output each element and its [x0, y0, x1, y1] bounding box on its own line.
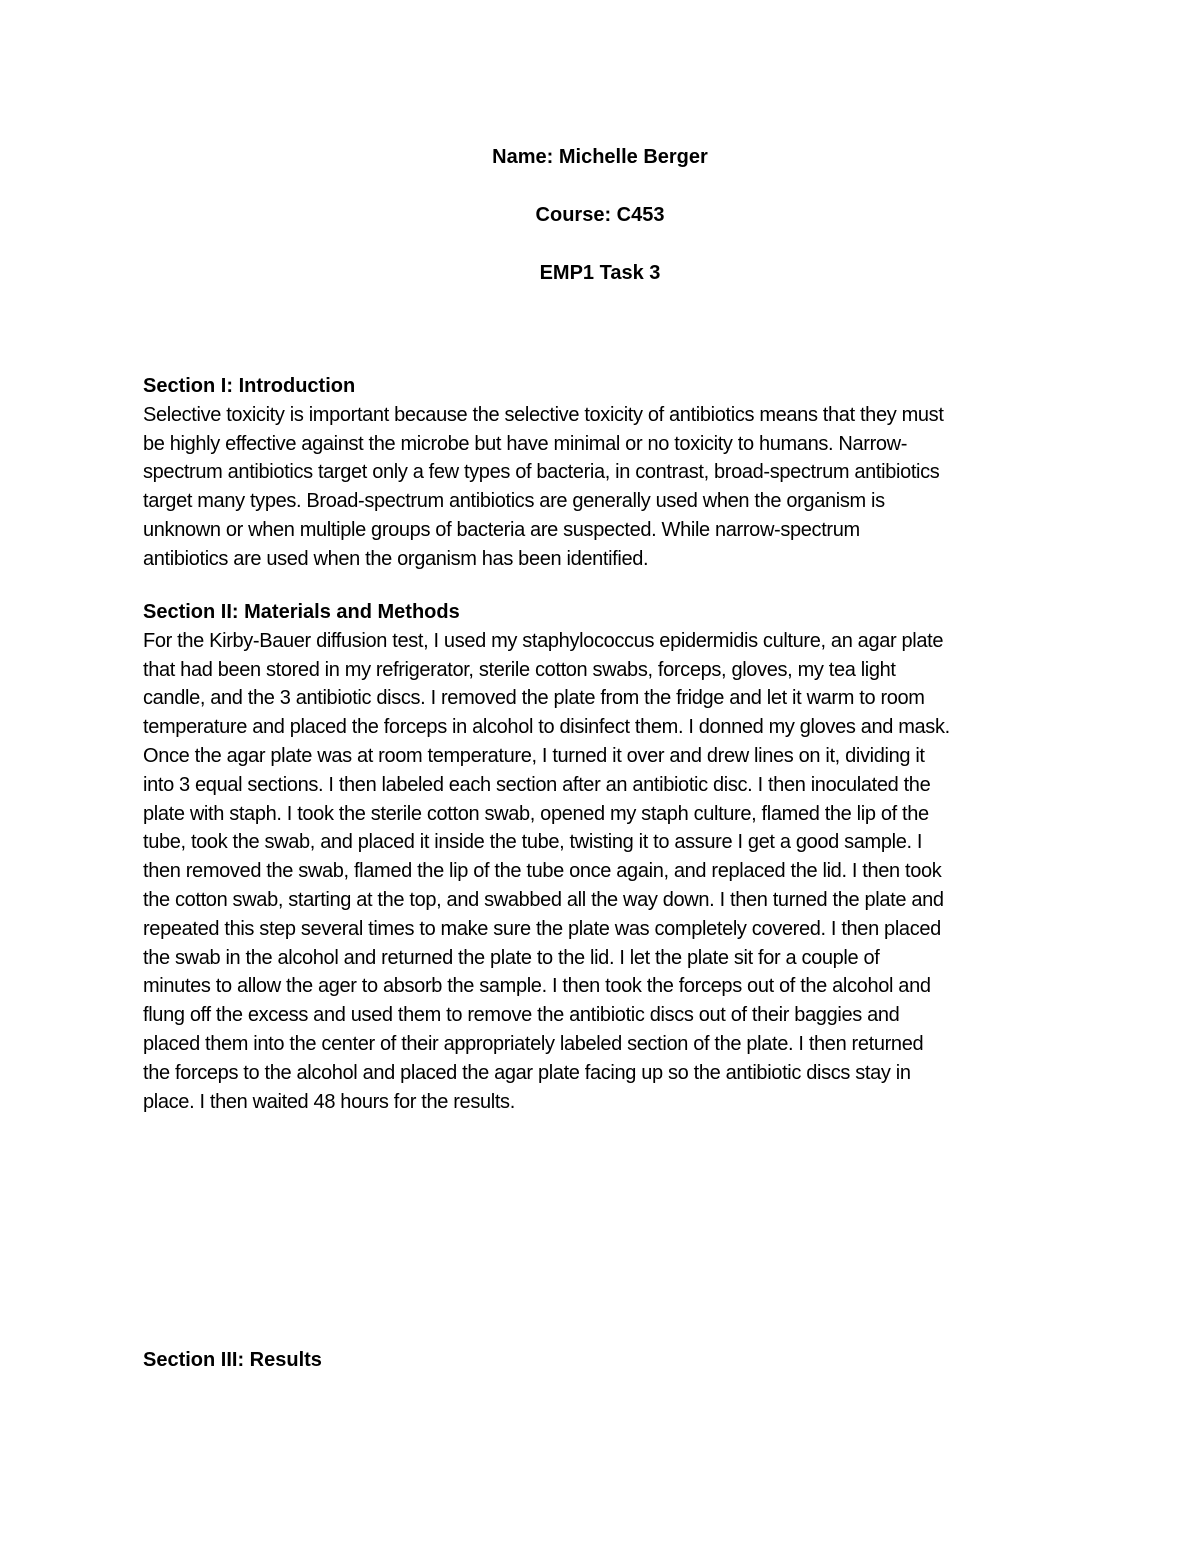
- text-line: that had been stored in my refrigerator, sterile cotton swabs, forceps, gloves, my tea light: [143, 658, 896, 681]
- text-line: the swab in the alcohol and returned the plate to the lid. I let the plate sit for a couple of: [143, 946, 880, 969]
- text-line: flung off the excess and used them to remove the antibiotic discs out of their baggies and: [143, 1004, 900, 1027]
- section-heading: Section I: Introduction: [143, 375, 356, 397]
- text-line: unknown or when multiple groups of bacteria are suspected. While narrow-spectrum: [143, 518, 860, 541]
- text-line: the forceps to the alcohol and placed the agar plate facing up so the antibiotic discs stay in: [143, 1061, 911, 1084]
- section-heading: Section II: Materials and Methods: [143, 601, 460, 623]
- text-line: repeated this step several times to make sure the plate was completely covered. I then placed: [143, 917, 941, 940]
- text-line: into 3 equal sections. I then labeled each section after an antibiotic disc. I then inoculated the: [143, 773, 931, 796]
- text-line: antibiotics are used when the organism has been identified.: [143, 547, 649, 570]
- text-line: the cotton swab, starting at the top, and swabbed all the way down. I then turned the plate and: [143, 888, 944, 911]
- text-line: For the Kirby-Bauer diffusion test, I used my staphylococcus epidermidis culture, an agar plate: [143, 629, 944, 652]
- text-line: then removed the swab, flamed the lip of the tube once again, and replaced the lid. I then took: [143, 860, 942, 883]
- task-title: EMP1 Task 3: [539, 262, 661, 284]
- text-line: minutes to allow the ager to absorb the sample. I then took the forceps out of the alcohol and: [143, 975, 931, 998]
- student-name: Name: Michelle Berger: [492, 146, 708, 168]
- text-line: temperature and placed the forceps in alcohol to disinfect them. I donned my gloves and mask.: [143, 716, 950, 739]
- text-line: spectrum antibiotics target only a few types of bacteria, in contrast, broad-spectrum antibiotics: [143, 461, 940, 484]
- text-line: target many types. Broad-spectrum antibiotics are generally used when the organism is: [143, 490, 885, 513]
- course-code: Course: C453: [535, 204, 665, 226]
- section-heading: Section III: Results: [143, 1349, 322, 1371]
- section-materials-methods: [143, 598, 1068, 1116]
- text-line: candle, and the 3 antibiotic discs. I removed the plate from the fridge and let it warm to room: [143, 687, 925, 710]
- section-introduction: [143, 372, 1068, 574]
- text-line: tube, took the swab, and placed it inside the tube, twisting it to assure I get a good sample. I: [143, 831, 923, 854]
- text-line: place. I then waited 48 hours for the results.: [143, 1090, 515, 1113]
- section-body: [143, 627, 1068, 1117]
- text-line: plate with staph. I took the sterile cotton swab, opened my staph culture, flamed the lip of the: [143, 802, 929, 825]
- section-results: [143, 1346, 1068, 1375]
- section-body: [143, 401, 1068, 574]
- text-line: Selective toxicity is important because the selective toxicity of antibiotics means that they must: [143, 403, 944, 426]
- text-line: Once the agar plate was at room temperature, I turned it over and drew lines on it, dividing it: [143, 744, 925, 767]
- text-line: placed them into the center of their appropriately labeled section of the plate. I then returned: [143, 1032, 924, 1055]
- text-line: be highly effective against the microbe but have minimal or no toxicity to humans. Narrow-: [143, 432, 908, 455]
